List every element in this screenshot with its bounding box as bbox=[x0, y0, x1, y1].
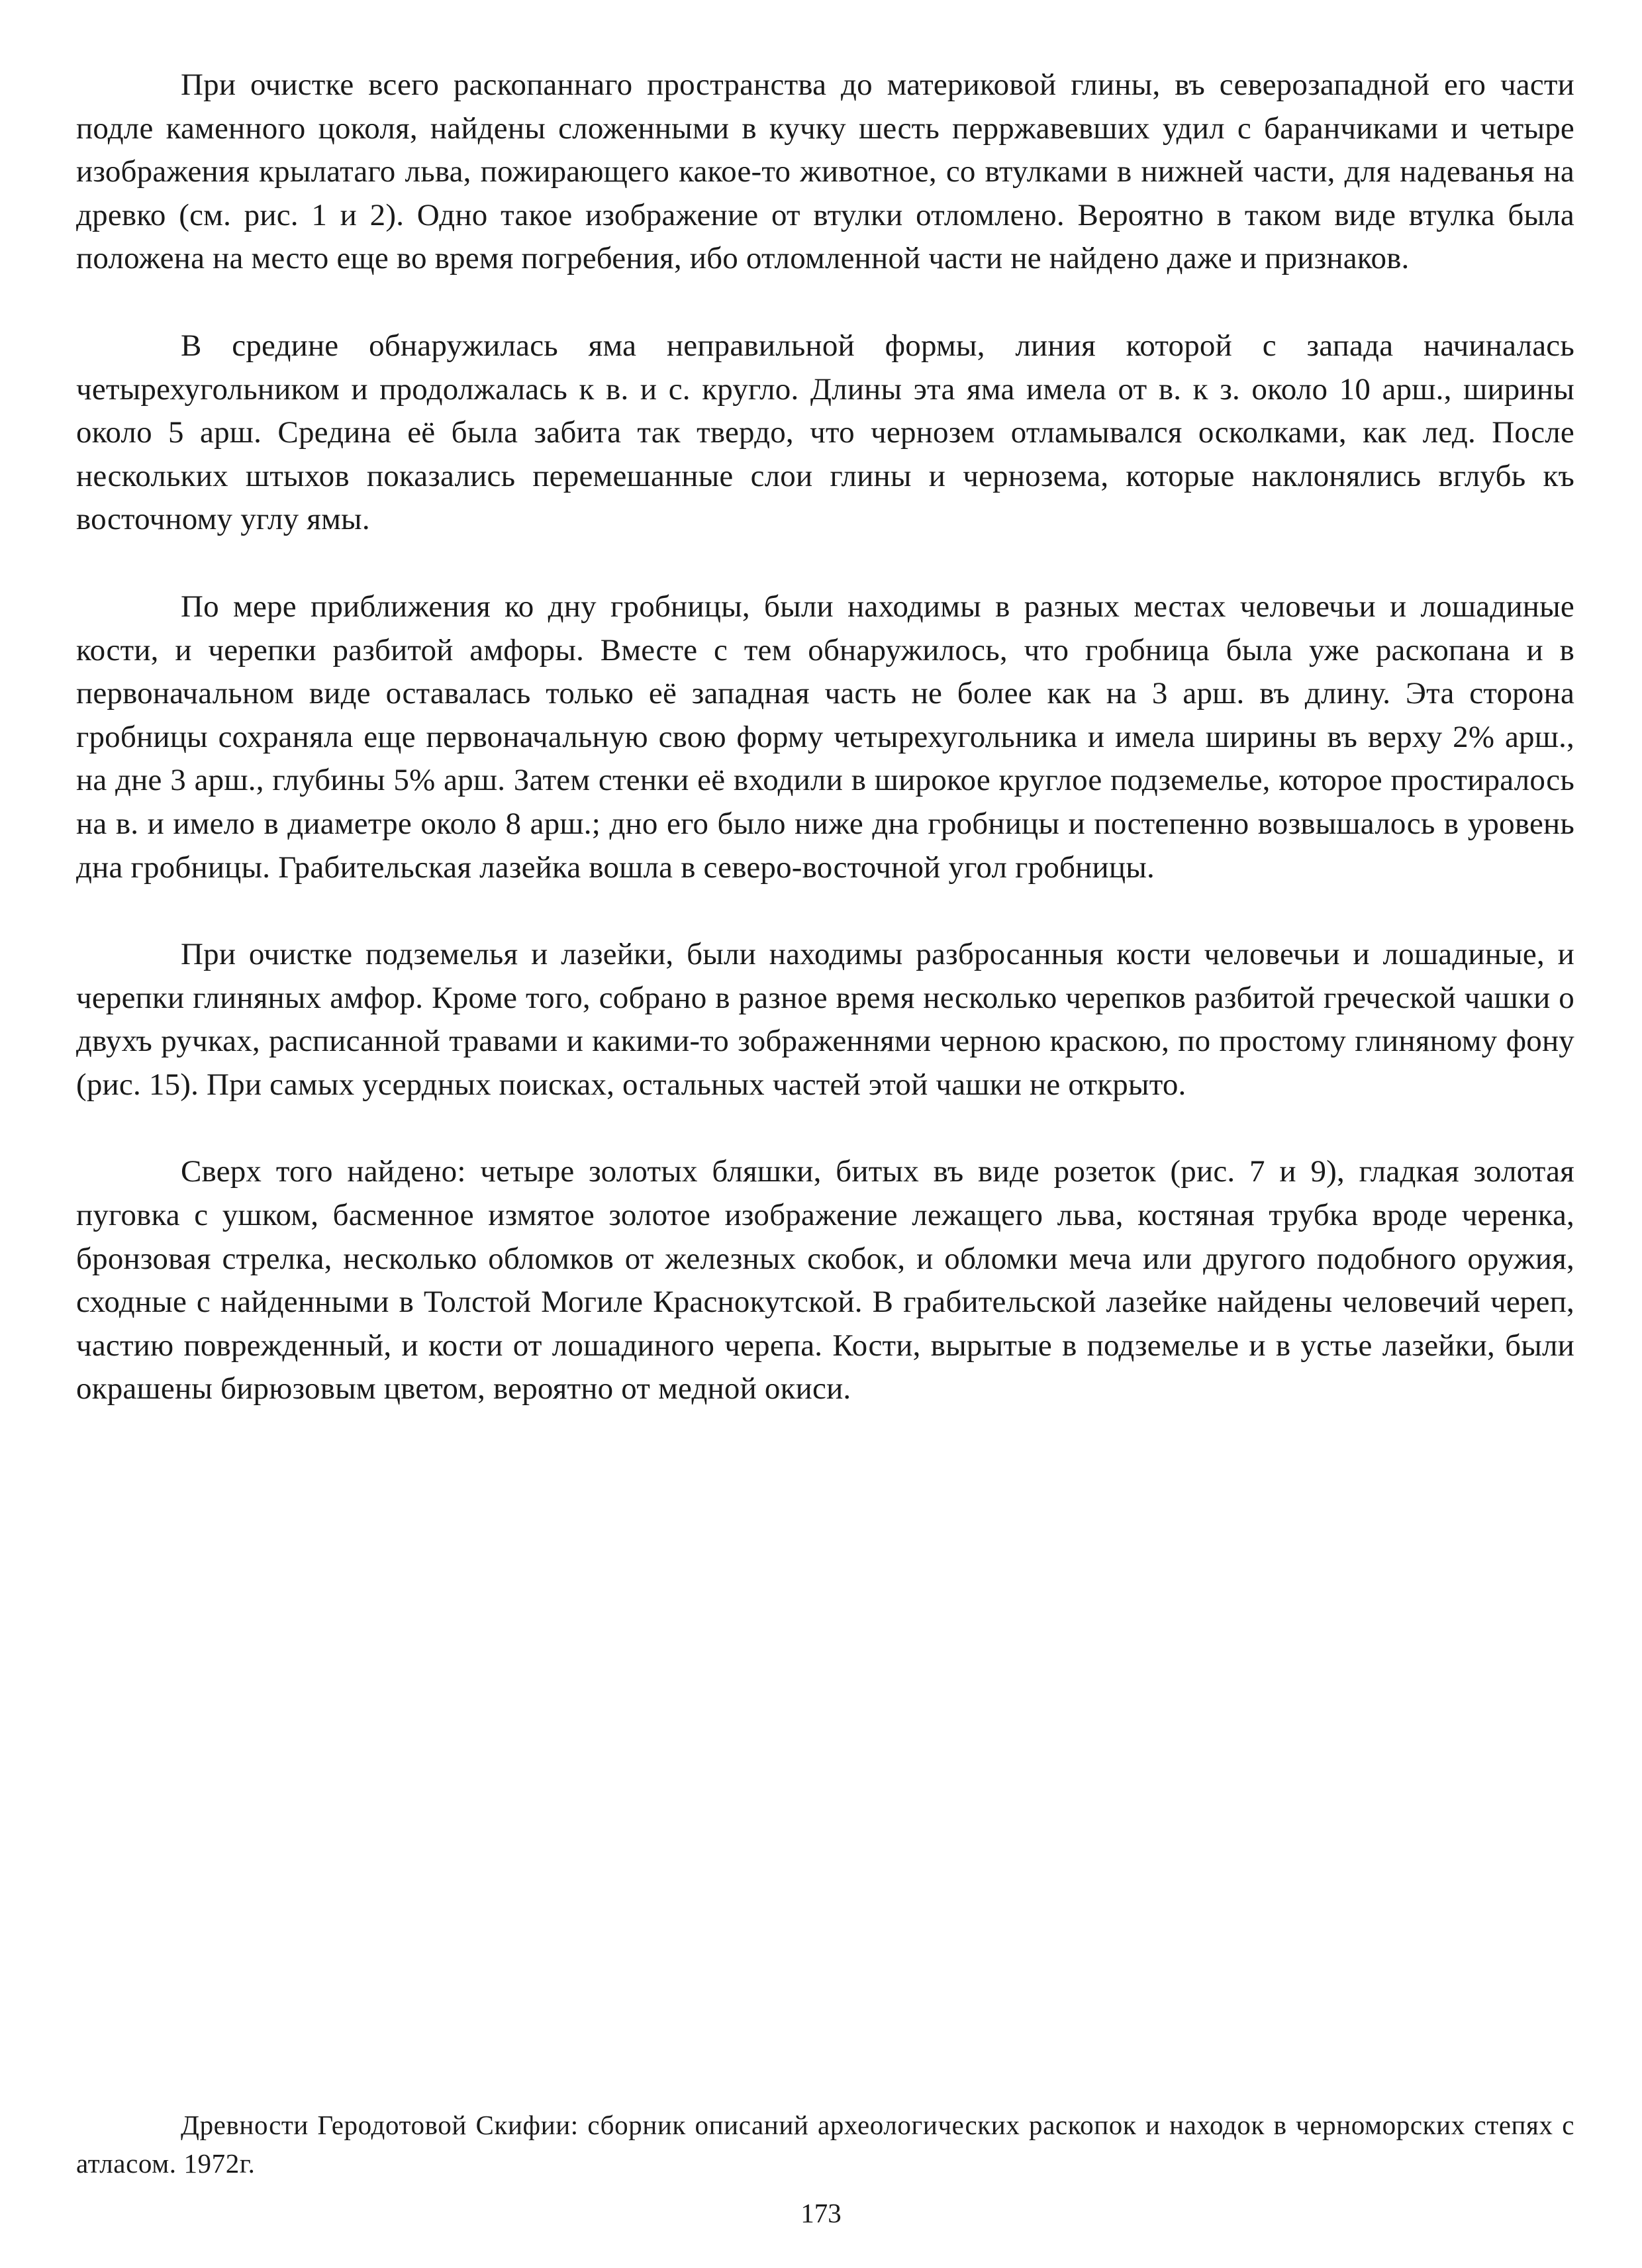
paragraph-4: При очистке подземелья и лазейки, были находимы разбросанныя кости человечьи и лошадиные, и черепки глиняных амфор. Кроме того, собрано в разное время несколько черепков разбитой греческой чашки о двухъ ручках, расписанной травами и какими-то зображеннями черною краскою, по простому глиняному фону (рис. 15). При самых усердных поисках, остальных частей этой чашки не открыто. bbox=[76, 937, 1574, 1102]
source-citation: Древности Геродотовой Скифии: сборник описаний археологических раскопок и находок в черноморских степях с атласом. 1972г. bbox=[76, 2110, 1574, 2179]
paragraph-1: При очистке всего раскопаннаго пространства до материковой глины, въ северозападной его части подле каменного цоколя, найдены сложенными в кучку шесть перржавевших удил с баранчиками и четыре изображения крылатаго льва, пожирающего какое-то животное, со втулками в нижней части, для надеванья на древко (см. рис. 1 и 2). Одно такое изображение от втулки отломлено. Вероятно в таком виде втулка была положена на место еще во время погребения, ибо отломленной части не найдено даже и признаков. bbox=[76, 68, 1574, 276]
paragraph-5: Сверх того найдено: четыре золотых бляшки, битых въ виде розеток (рис. 7 и 9), гладкая золотая пуговка с ушком, басменное измятое золотое изображение лежащего льва, костяная трубка вроде черенка, бронзовая стрелка, несколько обломков от железных скобок, и обломки меча или другого подобного оружия, сходные с найденными в Толстой Могиле Краснокутской. В грабительской лазейке найдены человечий череп, частию поврежденный, и кости от лошадиного черепа. Кости, вырытые в подземелье и в устье лазейки, были окрашены бирюзовым цветом, вероятно от медной окиси. bbox=[76, 1154, 1574, 1406]
page-body bbox=[76, 64, 1574, 1455]
page-footer bbox=[76, 2106, 1574, 2183]
paragraph-2: В средине обнаружилась яма неправильной формы, линия которой с запада начиналась четырехугольником и продолжалась к в. и с. кругло. Длины эта яма имела от в. к з. около 10 арш., ширины около 5 арш. Средина её была забита так твердо, что чернозем отламывался осколками, как лед. После нескольких штыхов показались перемешанные слои глины и чернозема, которые наклонялись вглубь къ восточному углу ямы. bbox=[76, 328, 1574, 537]
page-number: 173 bbox=[800, 2198, 842, 2228]
paragraph-3: По мере приближения ко дну гробницы, были находимы в разных местах человечьи и лошадиные кости, и черепки разбитой амфоры. Вместе с тем обнаружилось, что гробница была уже раскопана и в первоначальном виде оставалась только её западная часть не более как на 3 арш. въ длину. Эта сторона гробницы сохраняла еще первоначальную свою форму четырехугольника и имела ширины въ верху 2% арш., на дне 3 арш., глубины 5% арш. Затем стенки её входили в широкое круглое подземелье, которое простиралось на в. и имело в диаметре около 8 арш.; дно его было ниже дна гробницы и постепенно возвышалось в уровень дна гробницы. Грабительская лазейка вошла в северо-восточной угол гробницы. bbox=[76, 589, 1574, 885]
